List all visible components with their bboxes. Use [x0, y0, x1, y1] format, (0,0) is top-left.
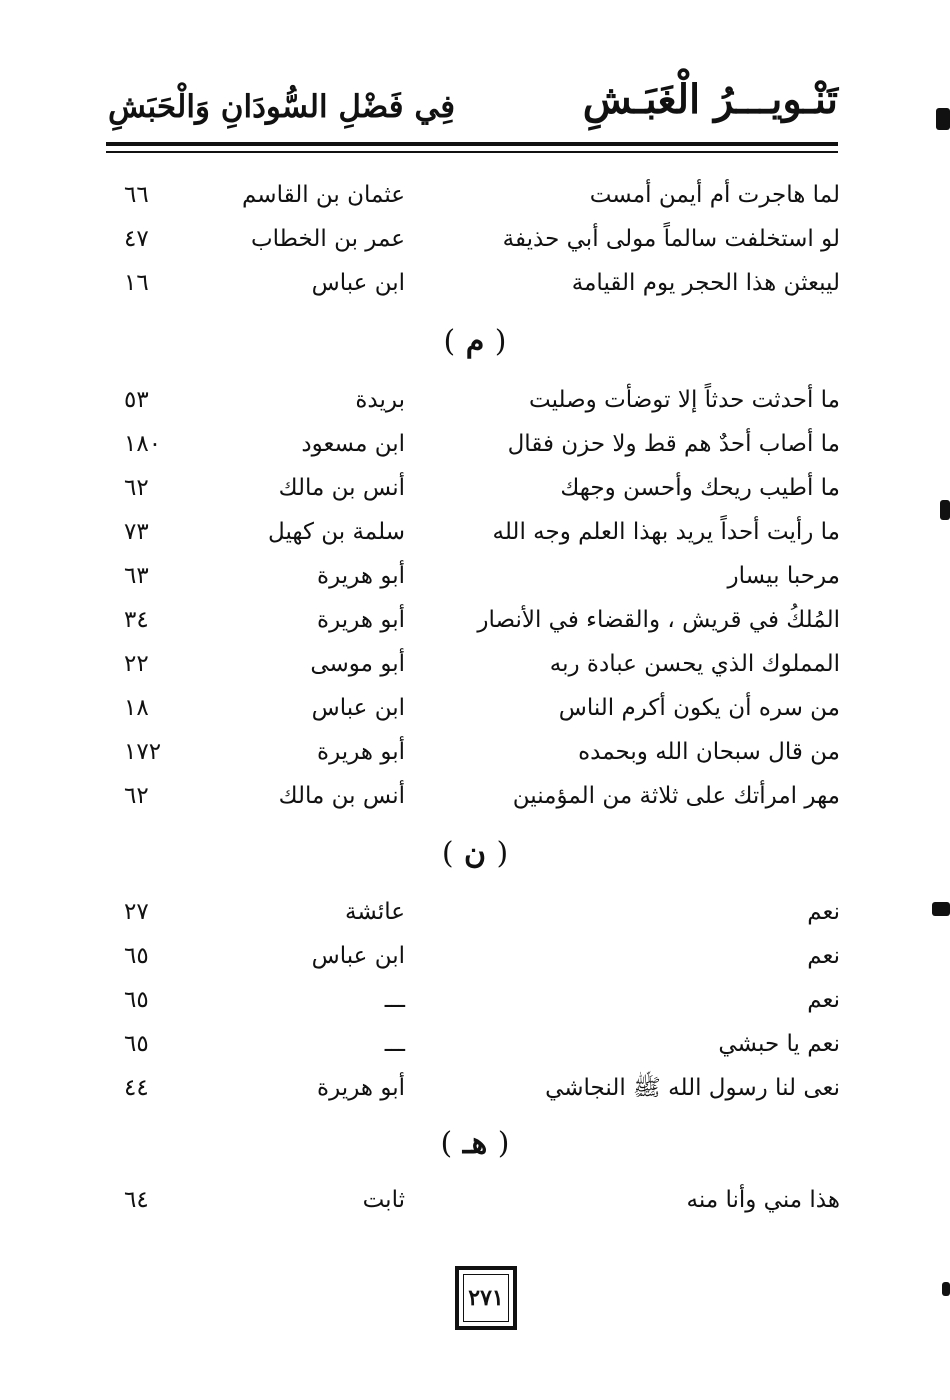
section-letter: هـ: [462, 1126, 488, 1161]
index-row: [0, 556, 950, 596]
hadith-text: ما أطيب ريحك وأحسن وجهك: [560, 475, 840, 501]
index-row: [0, 644, 950, 684]
narrator-name: أبو هريرة: [317, 563, 405, 589]
narrator-name: سلمة بن كهيل: [268, 519, 405, 545]
hadith-text: من قال سبحان الله وبحمده: [578, 739, 840, 765]
hadith-text: نعم: [807, 987, 840, 1013]
hadith-text: هذا مني وأنا منه: [686, 1187, 840, 1213]
index-row: [0, 936, 950, 976]
hadith-text: نعم يا حبشي: [718, 1031, 840, 1057]
page-reference: ٢٢: [124, 651, 149, 677]
index-row: [0, 688, 950, 728]
narrator-name: ثابت: [362, 1187, 405, 1213]
narrator-name: أنس بن مالك: [278, 475, 405, 501]
hadith-text: نعى لنا رسول الله ﷺ النجاشي: [545, 1075, 840, 1101]
narrator-name: أبو هريرة: [317, 739, 405, 765]
narrator-name: بريدة: [355, 387, 405, 413]
narrator-name: عائشة: [345, 899, 405, 925]
page-reference: ٤٧: [124, 226, 149, 252]
index-row: [0, 1024, 950, 1064]
index-row: [0, 1068, 950, 1108]
section-letter: م: [465, 324, 485, 359]
index-row: [0, 263, 950, 303]
page-number: ٢٧١: [468, 1285, 504, 1311]
narrator-name: ابن عباس: [311, 695, 405, 721]
hadith-text: نعم: [807, 943, 840, 969]
index-row: [0, 732, 950, 772]
hadith-text: ما أصاب أحدٌ هم قط ولا حزن فقال: [507, 431, 840, 457]
scan-edge-mark: [932, 902, 950, 916]
index-row: [0, 776, 950, 816]
narrator-name: ـــ: [384, 987, 405, 1013]
narrator-name: أبو هريرة: [317, 1075, 405, 1101]
index-row: [0, 219, 950, 259]
narrator-name: أبو هريرة: [317, 607, 405, 633]
scan-edge-mark: [940, 500, 950, 520]
narrator-name: ابن عباس: [311, 943, 405, 969]
hadith-text: مرحبا بيسار: [727, 563, 840, 589]
book-title: تَنْـويـــرُ الْغَبَـشِ: [582, 76, 838, 123]
scan-edge-mark: [942, 1282, 950, 1296]
page-reference: ١٨: [124, 695, 149, 721]
scan-edge-mark: [936, 108, 950, 130]
page-reference: ٥٣: [124, 387, 149, 413]
hadith-text: لو استخلفت سالماً مولى أبي حذيفة: [502, 226, 840, 252]
index-row: [0, 424, 950, 464]
index-row: [0, 175, 950, 215]
book-subtitle: فِي فَضْلِ السُّودَانِ وَالْحَبَشِ: [108, 89, 456, 125]
page-reference: ١٦: [124, 270, 149, 296]
page-number-box: [455, 1266, 517, 1330]
index-row: [0, 600, 950, 640]
narrator-name: أبو موسى: [310, 651, 405, 677]
page-reference: ٦٥: [124, 943, 149, 969]
index-row: [0, 1180, 950, 1220]
page-reference: ٣٤: [124, 607, 149, 633]
page-reference: ١٧٢: [124, 739, 162, 765]
header-rule-thick: [106, 142, 838, 146]
hadith-text: ليبعثن هذا الحجر يوم القيامة: [571, 270, 840, 296]
narrator-name: عثمان بن القاسم: [241, 182, 405, 208]
page-reference: ٤٤: [124, 1075, 149, 1101]
index-row: [0, 380, 950, 420]
hadith-text: نعم: [807, 899, 840, 925]
section-heading-noon: ( ن ): [441, 836, 509, 871]
index-row: [0, 468, 950, 508]
section-heading-haa: ( هـ ): [440, 1126, 510, 1161]
page-reference: ٦٣: [124, 563, 149, 589]
index-row: [0, 892, 950, 932]
hadith-text: لما هاجرت أم أيمن أمست: [589, 182, 840, 208]
hadith-text: ما أحدثت حدثاً إلا توضأت وصليت: [528, 387, 840, 413]
page-reference: ٦٥: [124, 987, 149, 1013]
page-reference: ٢٧: [124, 899, 149, 925]
hadith-text: من سره أن يكون أكرم الناس: [558, 695, 840, 721]
section-heading-meem: ( م ): [443, 324, 507, 359]
narrator-name: ابن عباس: [311, 270, 405, 296]
narrator-name: ـــ: [384, 1031, 405, 1057]
narrator-name: ابن مسعود: [301, 431, 405, 457]
index-row: [0, 512, 950, 552]
page-reference: ٧٣: [124, 519, 149, 545]
hadith-text: المملوك الذي يحسن عبادة ربه: [549, 651, 840, 677]
hadith-text: المُلكُ في قريش ، والقضاء في الأنصار: [477, 607, 840, 633]
hadith-text: مهر امرأتك على ثلاثة من المؤمنين: [512, 783, 840, 809]
hadith-text: ما رأيت أحداً يريد بهذا العلم وجه الله: [492, 519, 840, 545]
page-reference: ١٨٠: [124, 431, 162, 457]
page-reference: ٦٤: [124, 1187, 149, 1213]
section-letter: ن: [463, 836, 487, 871]
narrator-name: عمر بن الخطاب: [250, 226, 405, 252]
page-reference: ٦٦: [124, 182, 149, 208]
index-row: [0, 980, 950, 1020]
narrator-name: أنس بن مالك: [278, 783, 405, 809]
page-reference: ٦٢: [124, 783, 149, 809]
header-rule-thin: [106, 151, 838, 153]
page-reference: ٦٥: [124, 1031, 149, 1057]
page-reference: ٦٢: [124, 475, 149, 501]
